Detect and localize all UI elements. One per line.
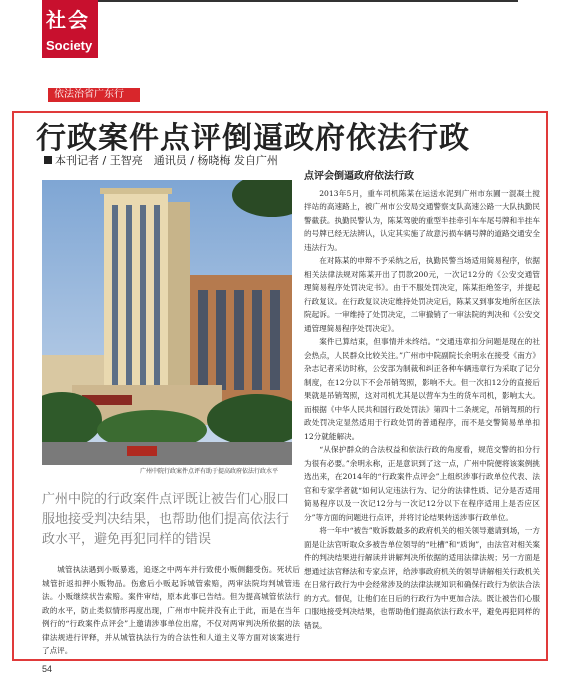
left-column-body [42,563,300,658]
byline-square-icon [44,156,52,164]
body-paragraph: 在对陈某的申辩不予采纳之后，执勤民警当场适用简易程序，依据相关法律法规对陈某开出了罚款200元，一次记12分的《公安交通管理简易程序处罚决定书》。由于不服处罚决定，陈某拒绝签字，并提起行政复议。在行政复议决定维持处罚决定后，陈某又到事发地所在区法院起诉。一审维持了处罚决定，二审撤销了一审法院的判决和《公安交通管理简易程序处罚决定》。 [304,256,540,333]
subheading: 点评会倒逼政府依法行政 [304,171,414,182]
pull-quote: 广州中院的行政案件点评既让被告们心服口服地接受判决结果，也帮助他们提高依法行政水平，避免再犯同样的错误 [42,492,290,547]
top-rule [98,0,518,2]
byline-text: 本刊记者 / 王智亮 通讯员 / 杨晓梅 发自广州 [55,154,278,167]
column-tag: 依法治省广东行 [48,88,140,102]
headline: 行政案件点评倒逼政府依法行政 [36,121,470,156]
section-title-zh: 社会 [46,8,90,32]
body-paragraph: 2013年5月，重车司机陈某在运送水泥到广州市东圃一混凝土搅拌站的高速路上，被广州市公安局交通警察支队高速公路一大队执勤民警截获。执勤民警认为，陈某驾驶的重型半挂牵引车车尾号牌和半挂车的号牌已经无法辨认，认定其实施了故意污损车辆号牌的道路交通安全违法行为。 [304,188,540,252]
byline [44,152,278,168]
section-badge [42,0,98,58]
body-paragraph: 案件已算结束，但事情并未终结。“交通违章扣分问题是现在的社会热点，人民群众比较关注。”广州市中院副院长余明永在接受《南方》杂志记者采访时称，公安部为制裁和纠正各种车辆违章行为采取了记分制度，在12分以下不会吊销驾照，影响不大。但一次扣12分的直接后果就是吊销驾照，这对司机尤其是以营车为生的货车司机，影响太大。而根据《中华人民共和国行政处罚法》第四十二条规定，吊销驾照的行政处罚决定显然适用于行政处罚的普通程序，而不是交警简易单单扣12分就能解决。 [304,337,540,441]
building-illustration [42,180,292,465]
body-paragraph: 城管执法遇到小贩暴逃，追逐之中两车并行致使小贩侧翻受伤。死状后城管折返扣押小贩物品。伤愈后小贩起诉城管索赔，两审法院均判城管违法。小贩继续状告索赔。案件审结，原本此事已告结。但为提高城管依法行政的水平，防止类似情形再度出现，广州市中院并没有止于此，而是在当年例行的“行政案件点评会”上邀请涉事单位出席，不仅对两审判决所依据的法律法规进行评释，并从城管执法行为的合法性和人道主义等方面对该案进行了点评。 [42,565,300,655]
page-number: 54 [42,664,53,674]
court-building-photo [42,180,292,465]
body-paragraph: “从保护群众的合法权益和依法行政的角度看，规范交警的扣分行为很有必要。”余明永称，正是意识到了这一点，广州中院便将该案例挑选出来，在2014年的“行政案件点评会”上组织涉事行政单位代表、法官和专家学者就“如何认定违法行为、记分的法律性质、记分是否适用简易程序以及一次记12分与一次记12分以下在程序适用上是否应区分”等方面的问题进行点评，并将讨论结果转送涉事行政单位。 [304,445,540,522]
section-title-en: Society [46,38,93,53]
photo-caption: 广州中院行政案件点评有助于提高政府依法行政水平 [140,468,279,475]
body-paragraph: 将一年中“被告”败诉数最多的政府机关的相关领导邀请到场，一方面是让法官听取众多被告单位领导的“吐槽”和“质询”，由法官对相关案件的判决结果进行解读并讲解判决所依据的适用法律法规；另一方面是想通过法官释法和专家点评，给涉事政府机关的领导讲解相关行政机关在日常行政行为中会经常涉及的法律法规知识和确保行政行为依法合法的方式。督促，让他们在日后的行政行为中更加合法。既让被告们心服口服地接受判决结果，也帮助他们提高依法行政水平，避免再犯同样的错误。 [304,526,540,630]
right-column [304,170,540,632]
